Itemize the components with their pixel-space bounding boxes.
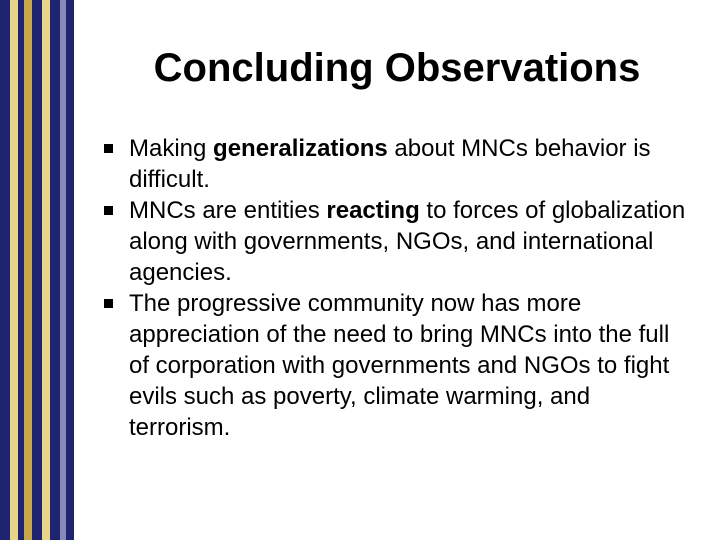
sidebar-stripe [42,0,50,540]
bullet-text: about MNCs behavior is difficult. [129,135,651,193]
bullet-item [104,133,694,195]
bullet-text: MNCs are entities [129,197,327,224]
square-bullet-icon [104,299,113,308]
sidebar-stripe [60,0,66,540]
bullet-emphasis: generalizations [213,135,388,162]
sidebar-stripe [10,0,18,540]
sidebar-stripe [24,0,32,540]
bullet-list [104,133,694,443]
slide-title: Concluding Observations [153,46,641,90]
decorative-sidebar [0,0,74,540]
bullet-text: to forces of globalization along with governments, NGOs, and international agencies. [129,197,686,286]
bullet-text: The progressive community now has more appreciation of the need to bring MNCs into the full of corporation with governments and NGOs to fight evils such as poverty, climate warming, and terrorism. [129,290,670,441]
bullet-emphasis: reacting [326,197,420,224]
square-bullet-icon [104,144,113,153]
bullet-text: Making [129,135,214,162]
bullet-item [104,195,694,288]
square-bullet-icon [104,206,113,215]
bullet-item [104,288,694,443]
